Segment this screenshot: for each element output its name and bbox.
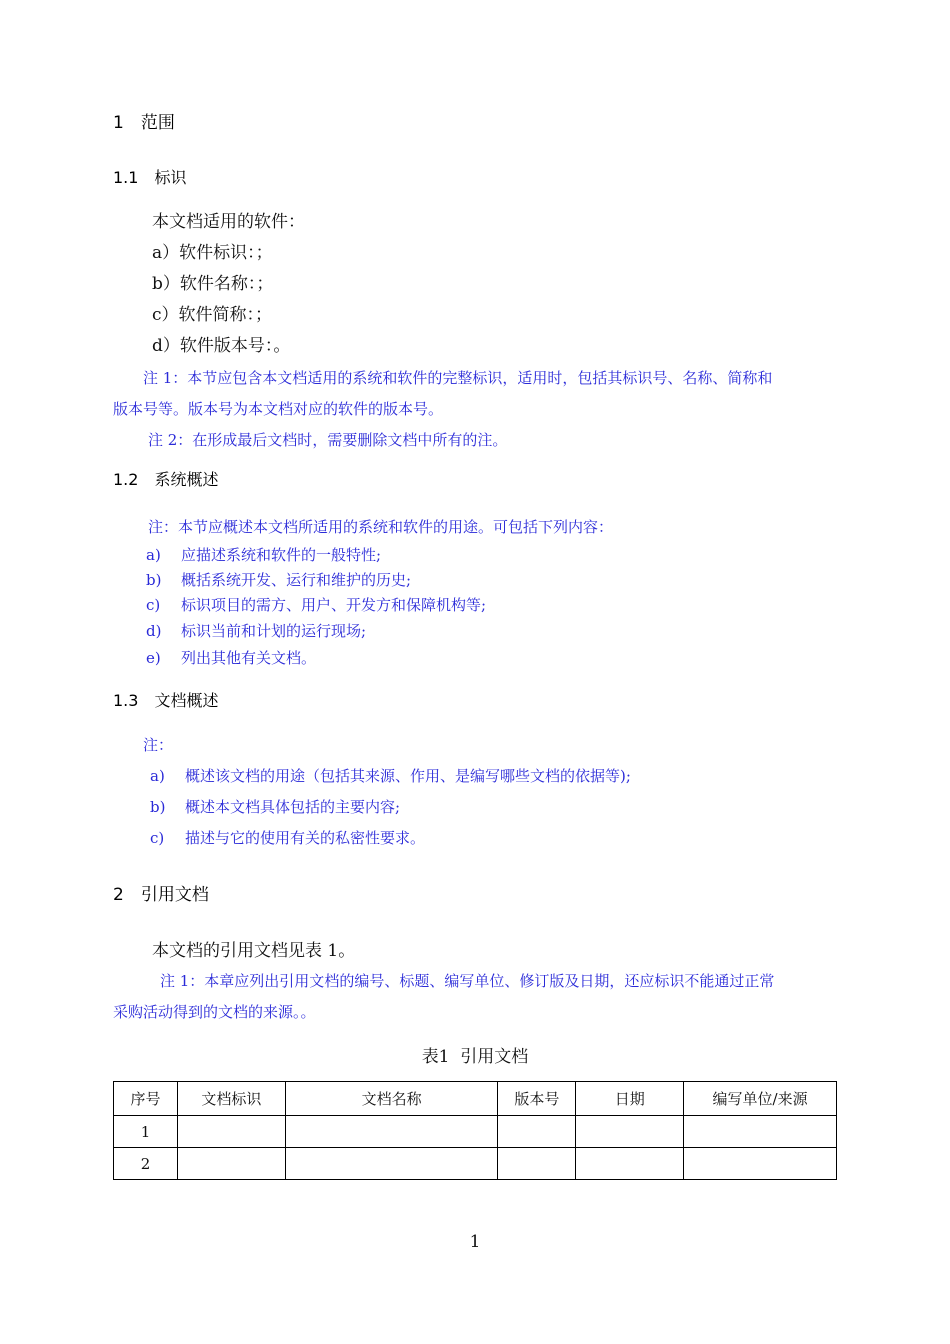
list-item-label: b) [146,571,162,589]
list-item-text: 软件版本号：。 [179,336,291,356]
list-item-text: 软件标识：； [179,243,273,263]
page-number: 1 [469,1232,481,1252]
note: 注：本节应概述本文档所适用的系统和软件的用途。可包括下列内容： [148,518,614,536]
column-header: 文档名称 [285,1082,498,1116]
list-item-label: b) [150,798,166,816]
column-header: 版本号 [498,1082,576,1116]
column-header: 文档标识 [177,1082,285,1116]
section-title: 范围 [140,113,175,133]
table-cell [576,1116,684,1148]
list-item [146,544,381,565]
intro-text: 本文档的引用文档见表 1。 [152,941,356,961]
section-number: 1.3 [113,691,139,710]
section-number: 1.2 [113,470,139,489]
section-heading-1-1 [113,165,186,188]
table-cell [576,1148,684,1180]
list-item-label: a) [150,767,165,785]
section-number: 1 [113,113,124,133]
list-item [146,620,366,641]
list-item [150,827,425,848]
table-cell [684,1148,837,1180]
note-1-line-2: 版本号等。版本号为本文档对应的软件的版本号。 [113,400,444,418]
section-title: 标识 [154,168,187,187]
table-cell: 1 [114,1116,178,1148]
list-item-label: c） [152,305,179,325]
list-item [152,331,290,356]
list-item-text: 概述该文档的用途（包括其来源、作用、是编写哪些文档的依据等); [185,767,631,785]
list-item-text: 软件简称：； [178,305,273,325]
table-cell [177,1148,285,1180]
section-heading-1-3 [113,688,218,711]
list-item-text: 软件名称：； [179,274,274,294]
section-title: 文档概述 [154,691,219,710]
list-item-label: b） [152,274,180,294]
list-item-text: 标识当前和计划的运行现场; [181,622,367,640]
list-item-text: 概述本文档具体包括的主要内容; [185,798,401,816]
list-item-text: 应描述系统和软件的一般特性; [181,546,382,564]
note-2: 注 2：在形成最后文档时，需要删除文档中所有的注。 [148,431,508,449]
list-item-label: a) [146,546,161,564]
note: 注： [143,736,174,754]
list-item-label: d） [152,336,180,356]
table-cell [498,1116,576,1148]
list-item [152,269,273,294]
section-number: 2 [113,885,124,905]
table-cell [285,1116,498,1148]
note-1-line-1: 注 1：本章应列出引用文档的编号、标题、编写单位、修订版及日期，还应标识不能通过正常 [160,972,775,990]
list-item [150,765,631,786]
section-heading-1-2 [113,467,218,490]
list-item-label: d) [146,622,162,640]
list-item-text: 标识项目的需方、用户、开发方和保障机构等; [181,596,487,614]
table-cell [498,1148,576,1180]
note-1-line-2: 采购活动得到的文档的来源。。 [113,1003,316,1021]
list-item [152,300,272,325]
table-cell [177,1116,285,1148]
column-header: 日期 [576,1082,684,1116]
list-item-text: 概括系统开发、运行和维护的历史; [181,571,412,589]
column-header: 序号 [114,1082,178,1116]
section-heading-1 [113,108,175,133]
section-title: 引用文档 [140,885,209,905]
list-item-text: 描述与它的使用有关的私密性要求。 [185,829,426,847]
table-caption: 表1 引用文档 [421,1047,529,1067]
table-cell [285,1148,498,1180]
note-1-line-1: 注 1：本节应包含本文档适用的系统和软件的完整标识，适用时，包括其标识号、名称、简称和 [143,369,773,387]
list-item [146,594,486,615]
table-row [114,1116,837,1148]
intro-text: 本文档适用的软件： [152,212,305,232]
table-header-row [114,1082,837,1116]
table-cell: 2 [114,1148,178,1180]
column-header: 编写单位/来源 [684,1082,837,1116]
list-item [152,238,273,263]
list-item [146,647,316,668]
list-item-label: a） [152,243,180,263]
section-number: 1.1 [113,168,139,187]
section-heading-2 [113,880,209,905]
list-item-text: 列出其他有关文档。 [181,649,317,667]
list-item-label: c) [146,596,161,614]
table-row [114,1148,837,1180]
list-item [150,796,400,817]
list-item [146,569,411,590]
list-item-label: e) [146,649,161,667]
reference-documents-table [113,1081,837,1180]
table-cell [684,1116,837,1148]
section-title: 系统概述 [154,470,219,489]
list-item-label: c) [150,829,165,847]
